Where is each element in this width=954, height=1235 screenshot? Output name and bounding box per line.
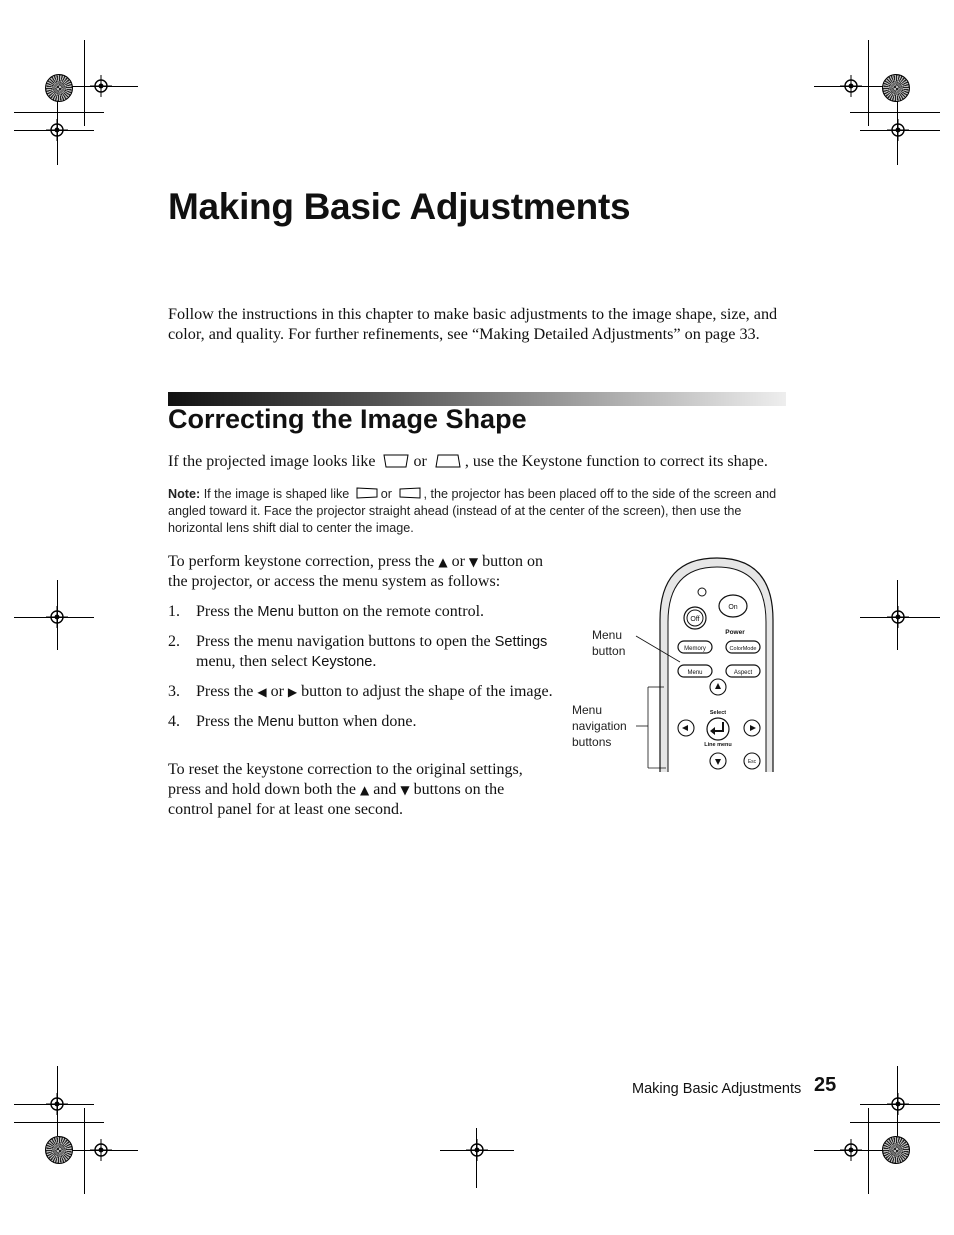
perform-text-after: button on the projector, or access the menu system as follows: bbox=[168, 553, 544, 590]
line-menu-label: Line menu bbox=[704, 742, 732, 748]
up-arrow-icon: ▲ bbox=[359, 783, 370, 797]
note-text-or: or bbox=[380, 487, 392, 501]
step-text: or bbox=[270, 683, 284, 700]
step-text: button to adjust the shape of the image. bbox=[301, 683, 553, 700]
note-paragraph bbox=[168, 486, 778, 537]
step-number: 2. bbox=[168, 633, 180, 650]
memory-label: Memory bbox=[684, 646, 706, 652]
page-title: Making Basic Adjustments bbox=[168, 186, 631, 227]
list-item bbox=[168, 632, 553, 672]
trapezoid-wide-top-icon bbox=[383, 454, 409, 468]
color-mode-label: ColorMode bbox=[729, 646, 757, 652]
color-bar-icon bbox=[882, 74, 910, 102]
step-number: 3. bbox=[168, 683, 180, 700]
step-text: button on the remote control. bbox=[297, 603, 485, 620]
color-bar-icon bbox=[45, 1136, 73, 1164]
down-arrow-icon: ▼ bbox=[468, 555, 479, 569]
reset-text-after: buttons on the control panel for at least one second. bbox=[168, 781, 505, 818]
menu-label: Menu bbox=[687, 670, 703, 676]
ui-term-menu: Menu bbox=[257, 714, 294, 730]
power-label: Power bbox=[725, 629, 745, 636]
off-label: Off bbox=[690, 616, 700, 623]
trapezoid-tall-right-icon bbox=[399, 487, 421, 499]
up-arrow-icon: ▲ bbox=[438, 555, 448, 569]
select-label: Select bbox=[709, 710, 727, 716]
on-label: On bbox=[728, 604, 738, 611]
esc-label: Esc bbox=[747, 759, 757, 765]
step-text: . bbox=[372, 653, 377, 670]
down-arrow-icon: ▼ bbox=[400, 783, 410, 797]
left-arrow-icon: ◀ bbox=[257, 685, 267, 699]
note-text-before: If the image is shaped like bbox=[203, 487, 350, 501]
right-arrow-icon: ▶ bbox=[287, 685, 298, 699]
keystone-text-or: or bbox=[413, 453, 427, 470]
ui-term-settings: Settings bbox=[494, 634, 548, 650]
aspect-label: Aspect bbox=[733, 670, 753, 676]
footer-title: Making Basic Adjustments bbox=[632, 1081, 802, 1097]
callout-line: buttons bbox=[572, 735, 612, 749]
step-number: 1. bbox=[168, 603, 180, 620]
callout-line: Menu bbox=[572, 703, 603, 717]
list-item bbox=[168, 602, 553, 622]
reset-paragraph bbox=[168, 760, 548, 820]
keystone-text-after: , use the Keystone function to correct its shape. bbox=[464, 453, 768, 470]
keystone-text-before: If the projected image looks like bbox=[168, 453, 376, 470]
perform-text-before: To perform keystone correction, press the bbox=[168, 553, 435, 570]
callout-line: button bbox=[592, 644, 626, 658]
list-item bbox=[168, 682, 553, 702]
trapezoid-tall-left-icon bbox=[356, 487, 378, 499]
reset-text-and: and bbox=[373, 781, 397, 798]
reset-text-before: To reset the keystone correction to the original settings, press and hold down both the bbox=[168, 761, 523, 798]
note-label: Note: bbox=[168, 487, 201, 501]
trapezoid-wide-bottom-icon bbox=[435, 454, 461, 468]
step-number: 4. bbox=[168, 713, 180, 730]
callout-line: Menu bbox=[592, 628, 623, 642]
perform-paragraph bbox=[168, 552, 553, 592]
step-text: button when done. bbox=[297, 713, 417, 730]
list-item bbox=[168, 712, 553, 732]
keystone-paragraph bbox=[168, 452, 808, 472]
step-text: menu, then select bbox=[196, 653, 308, 670]
steps-list bbox=[168, 602, 553, 742]
perform-text-or: or bbox=[451, 553, 465, 570]
note-text-after: , the projector has been placed off to the side of the screen and angled toward it. Face the projector straight ahead (instead of at the center of the screen), then use the horizontal lens shift dial to center the image. bbox=[168, 487, 777, 535]
step-text: Press the bbox=[196, 683, 254, 700]
step-text: Press the menu navigation buttons to open the bbox=[196, 633, 491, 650]
remote-control-illustration bbox=[560, 550, 790, 780]
page-number: 25 bbox=[814, 1074, 837, 1096]
step-text: Press the bbox=[196, 603, 254, 620]
color-bar-icon bbox=[882, 1136, 910, 1164]
callout-line: navigation bbox=[572, 719, 627, 733]
intro-paragraph: Follow the instructions in this chapter to make basic adjustments to the image shape, size, and color, and quality. For further refinements, see “Making Detailed Adjustments” on page 33. bbox=[168, 305, 778, 343]
color-bar-icon bbox=[45, 74, 73, 102]
section-title: Correcting the Image Shape bbox=[168, 404, 527, 434]
step-text: Press the bbox=[196, 713, 254, 730]
ui-term-menu: Menu bbox=[257, 604, 294, 620]
ui-term-keystone: Keystone bbox=[311, 654, 373, 670]
